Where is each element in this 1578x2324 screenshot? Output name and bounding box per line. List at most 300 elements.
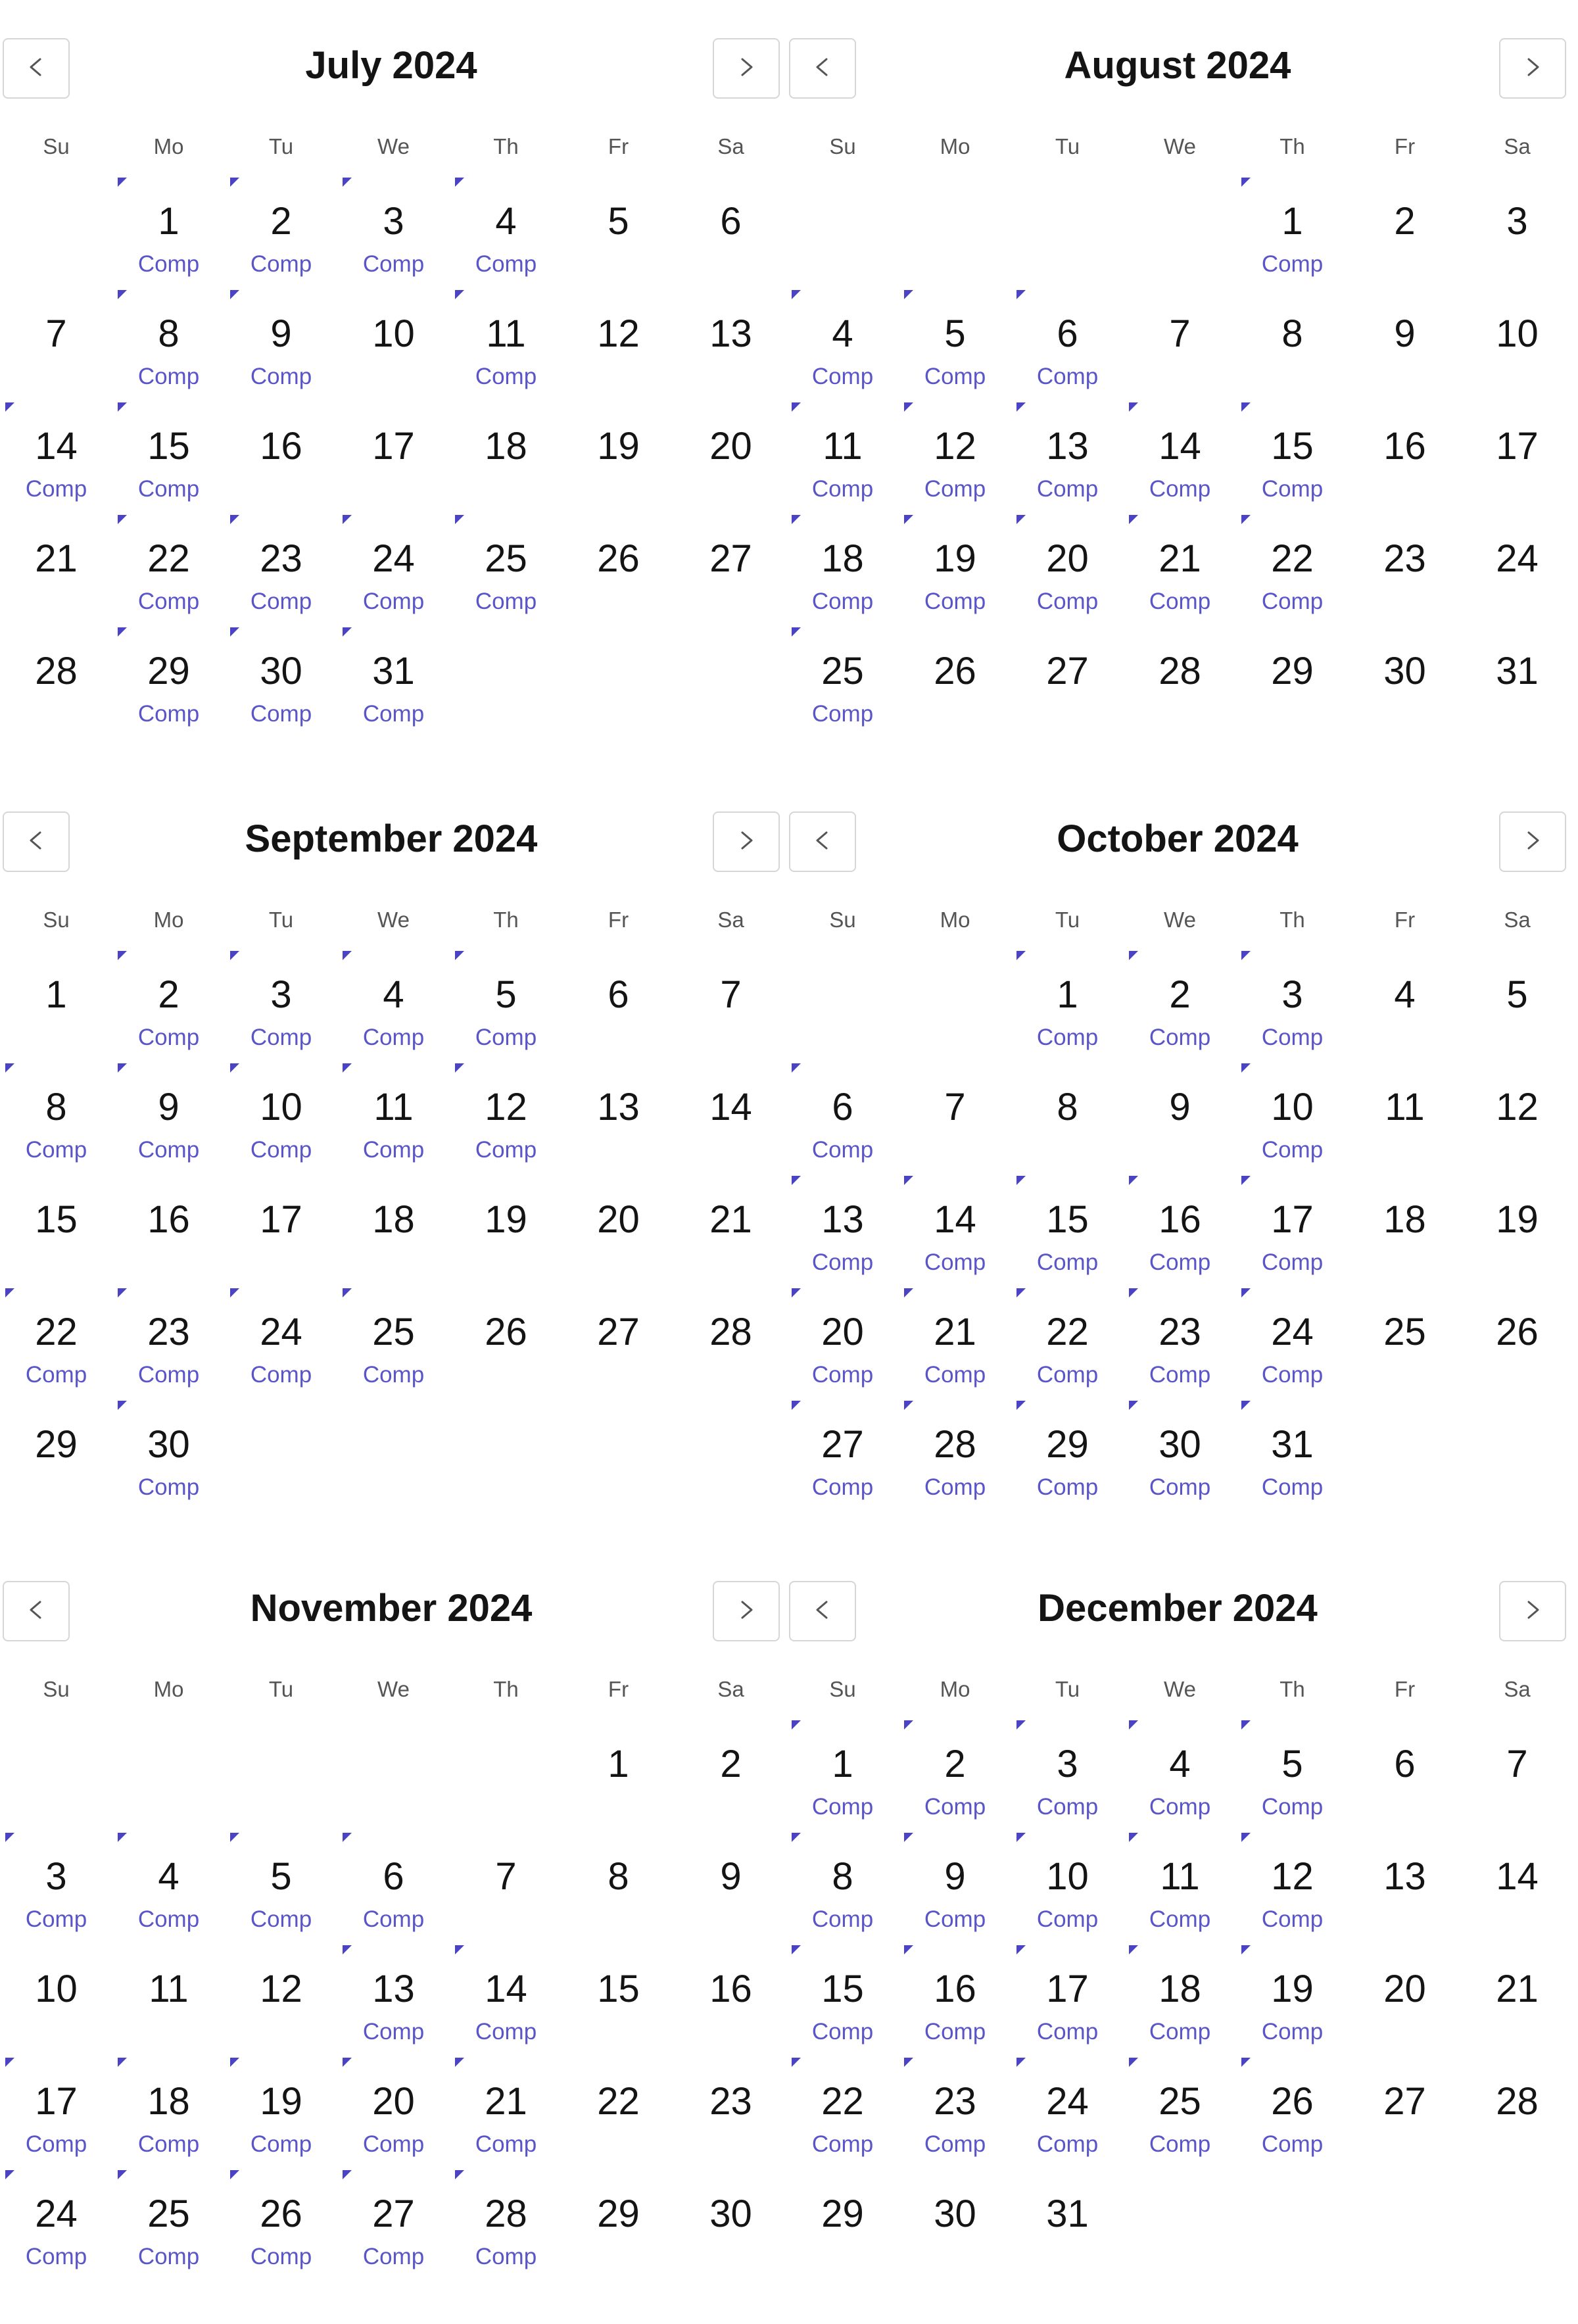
- day-cell[interactable]: [1236, 510, 1349, 621]
- day-cell[interactable]: [0, 622, 112, 734]
- day-cell[interactable]: [0, 1940, 112, 2052]
- day-cell[interactable]: [1461, 622, 1573, 734]
- day-number: 2: [158, 973, 179, 1016]
- next-month-button[interactable]: [713, 1581, 780, 1641]
- comp-marker-icon: [904, 1288, 913, 1297]
- prev-month-button[interactable]: [789, 1581, 856, 1641]
- day-cell[interactable]: [1236, 1283, 1349, 1395]
- day-cell[interactable]: [562, 1058, 675, 1170]
- day-cell[interactable]: [1349, 172, 1461, 284]
- day-number: 9: [1394, 312, 1416, 355]
- next-month-button[interactable]: [1499, 38, 1566, 99]
- day-cell[interactable]: [1236, 1715, 1349, 1827]
- comp-marker-icon: [1129, 1945, 1138, 1954]
- comp-label: Comp: [1149, 1362, 1211, 1388]
- day-cell[interactable]: [899, 1715, 1011, 1827]
- day-cell[interactable]: [450, 946, 562, 1057]
- day-cell[interactable]: [562, 1283, 675, 1395]
- day-cell[interactable]: [1011, 1395, 1124, 1507]
- day-cell[interactable]: [112, 397, 225, 509]
- day-cell[interactable]: [1236, 1058, 1349, 1170]
- weekday-header: Fr: [608, 134, 629, 158]
- day-cell[interactable]: [225, 1828, 337, 1939]
- day-cell[interactable]: [337, 622, 450, 734]
- day-cell[interactable]: [899, 1395, 1011, 1507]
- day-cell[interactable]: [675, 1715, 787, 1827]
- day-cell[interactable]: [1461, 510, 1573, 621]
- day-cell[interactable]: [225, 1283, 337, 1395]
- day-number: 24: [35, 2192, 78, 2235]
- day-cell[interactable]: [112, 1828, 225, 1939]
- day-number: 16: [1383, 425, 1426, 468]
- day-cell[interactable]: [675, 2052, 787, 2164]
- day-cell[interactable]: [899, 1940, 1011, 2052]
- comp-label: Comp: [137, 364, 200, 389]
- day-cell[interactable]: [562, 1171, 675, 1282]
- day-cell[interactable]: [1011, 1058, 1124, 1170]
- day-cell[interactable]: [675, 946, 787, 1057]
- day-number: 20: [597, 1198, 640, 1241]
- day-number: 22: [821, 2080, 864, 2123]
- day-number: 29: [35, 1423, 78, 1466]
- month-title: September 2024: [245, 817, 538, 860]
- day-number: 28: [485, 2192, 527, 2235]
- day-number: 10: [260, 1086, 302, 1128]
- day-cell[interactable]: [675, 1828, 787, 1939]
- day-cell[interactable]: [562, 510, 675, 621]
- day-number: 17: [260, 1198, 302, 1241]
- day-cell[interactable]: [675, 1171, 787, 1282]
- day-cell[interactable]: [450, 2052, 562, 2164]
- day-cell[interactable]: [899, 1828, 1011, 1939]
- day-cell[interactable]: [786, 622, 899, 734]
- day-cell[interactable]: [1461, 946, 1573, 1057]
- day-cell[interactable]: [1124, 1395, 1236, 1507]
- day-cell[interactable]: [225, 946, 337, 1057]
- day-cell[interactable]: [1236, 1828, 1349, 1939]
- comp-label: Comp: [1261, 1137, 1324, 1163]
- day-number: 19: [485, 1198, 527, 1241]
- next-month-button[interactable]: [713, 811, 780, 872]
- weekday-header: Th: [1279, 908, 1305, 932]
- day-cell[interactable]: [112, 946, 225, 1057]
- weekday-header: Su: [829, 908, 856, 932]
- day-cell[interactable]: [0, 285, 112, 397]
- day-cell[interactable]: [675, 1058, 787, 1170]
- day-number: 7: [1169, 312, 1191, 355]
- comp-label: Comp: [1261, 1249, 1324, 1275]
- day-cell[interactable]: [1124, 622, 1236, 734]
- day-number: 15: [1046, 1198, 1089, 1241]
- day-cell[interactable]: [1461, 172, 1573, 284]
- day-number: 13: [821, 1198, 864, 1241]
- day-cell[interactable]: [337, 1283, 450, 1395]
- comp-marker-icon: [1241, 1176, 1251, 1185]
- day-cell[interactable]: [112, 2165, 225, 2277]
- comp-marker-icon: [792, 1176, 801, 1185]
- weekday-header: Th: [493, 908, 519, 932]
- day-number: 9: [720, 1855, 742, 1898]
- weekday-header: Sa: [1504, 908, 1531, 932]
- day-cell[interactable]: [1124, 1940, 1236, 2052]
- day-cell[interactable]: [337, 1828, 450, 1939]
- day-cell[interactable]: [786, 1395, 899, 1507]
- day-cell[interactable]: [0, 2052, 112, 2164]
- weekday-header: Th: [1279, 134, 1305, 158]
- day-cell[interactable]: [1011, 622, 1124, 734]
- comp-label: Comp: [1261, 1025, 1324, 1050]
- day-cell[interactable]: [1011, 2052, 1124, 2164]
- day-cell[interactable]: [112, 285, 225, 397]
- day-cell[interactable]: [337, 172, 450, 284]
- day-cell[interactable]: [337, 510, 450, 621]
- day-number: 24: [260, 1311, 302, 1353]
- comp-marker-icon: [792, 402, 801, 412]
- comp-label: Comp: [1036, 1906, 1099, 1932]
- day-cell[interactable]: [1461, 285, 1573, 397]
- weekday-header: Tu: [1055, 1677, 1080, 1701]
- day-cell[interactable]: [1461, 1283, 1573, 1395]
- day-cell[interactable]: [0, 1283, 112, 1395]
- day-cell[interactable]: [675, 1940, 787, 2052]
- day-cell[interactable]: [225, 1940, 337, 2052]
- day-cell[interactable]: [675, 397, 787, 509]
- day-number: 14: [1159, 425, 1201, 468]
- day-number: 24: [1496, 537, 1539, 580]
- day-cell[interactable]: [450, 1283, 562, 1395]
- day-cell[interactable]: [1349, 1171, 1461, 1282]
- day-cell[interactable]: [562, 397, 675, 509]
- day-number: 11: [486, 312, 526, 355]
- comp-marker-icon: [792, 2058, 801, 2067]
- day-cell[interactable]: [225, 2052, 337, 2164]
- day-cell[interactable]: [450, 285, 562, 397]
- comp-label: Comp: [1261, 2019, 1324, 2045]
- day-cell[interactable]: [675, 285, 787, 397]
- day-cell[interactable]: [1124, 1283, 1236, 1395]
- day-cell[interactable]: [337, 397, 450, 509]
- day-cell[interactable]: [450, 1828, 562, 1939]
- day-cell[interactable]: [1011, 1940, 1124, 2052]
- day-cell[interactable]: [675, 510, 787, 621]
- comp-marker-icon: [792, 515, 801, 524]
- prev-month-button[interactable]: [3, 38, 70, 99]
- day-cell[interactable]: [562, 1715, 675, 1827]
- day-cell[interactable]: [1124, 285, 1236, 397]
- day-number: 6: [1394, 1743, 1416, 1785]
- day-cell[interactable]: [562, 2165, 675, 2277]
- day-number: 12: [1496, 1086, 1539, 1128]
- day-cell[interactable]: [1011, 2165, 1124, 2277]
- day-number: 13: [1383, 1855, 1426, 1898]
- day-cell[interactable]: [450, 397, 562, 509]
- month-calendar: [786, 773, 1569, 1543]
- day-cell[interactable]: [899, 1283, 1011, 1395]
- day-number: 3: [1057, 1743, 1078, 1785]
- day-number: 23: [1159, 1311, 1201, 1353]
- weekday-header: Tu: [268, 134, 294, 158]
- day-cell[interactable]: [1011, 946, 1124, 1057]
- day-number: 24: [1046, 2080, 1089, 2123]
- prev-month-button[interactable]: [789, 811, 856, 872]
- next-month-button[interactable]: [1499, 811, 1566, 872]
- day-cell[interactable]: [0, 1828, 112, 1939]
- day-cell[interactable]: [1349, 622, 1461, 734]
- day-cell[interactable]: [0, 397, 112, 509]
- day-cell[interactable]: [1124, 1058, 1236, 1170]
- prev-month-button[interactable]: [3, 811, 70, 872]
- day-cell[interactable]: [1236, 1395, 1349, 1507]
- day-cell[interactable]: [1011, 510, 1124, 621]
- comp-marker-icon: [230, 1063, 239, 1073]
- day-cell[interactable]: [0, 1395, 112, 1507]
- day-cell[interactable]: [112, 510, 225, 621]
- day-cell[interactable]: [0, 2165, 112, 2277]
- day-number: 3: [270, 973, 292, 1016]
- day-number: 30: [934, 2192, 976, 2235]
- day-cell[interactable]: [112, 2052, 225, 2164]
- day-cell[interactable]: [899, 285, 1011, 397]
- day-cell[interactable]: [786, 1715, 899, 1827]
- day-cell[interactable]: [786, 2165, 899, 2277]
- day-cell[interactable]: [1124, 510, 1236, 621]
- day-cell[interactable]: [1349, 1715, 1461, 1827]
- chevron-left-icon: [23, 54, 49, 84]
- day-number: 30: [1383, 650, 1426, 692]
- day-number: 30: [260, 650, 302, 692]
- day-cell[interactable]: [562, 946, 675, 1057]
- day-cell[interactable]: [1236, 397, 1349, 509]
- comp-marker-icon: [343, 515, 352, 524]
- day-cell[interactable]: [899, 1058, 1011, 1170]
- day-cell[interactable]: [1461, 1715, 1573, 1827]
- day-cell[interactable]: [337, 2165, 450, 2277]
- prev-month-button[interactable]: [789, 38, 856, 99]
- comp-marker-icon: [1241, 2058, 1251, 2067]
- weekday-header: Sa: [1504, 134, 1531, 158]
- comp-label: Comp: [362, 251, 425, 277]
- comp-label: Comp: [137, 1362, 200, 1388]
- day-cell[interactable]: [1349, 1058, 1461, 1170]
- weekday-header: Fr: [1394, 908, 1416, 932]
- day-cell[interactable]: [786, 1058, 899, 1170]
- day-cell[interactable]: [1461, 1828, 1573, 1939]
- day-cell[interactable]: [786, 1828, 899, 1939]
- day-cell[interactable]: [1011, 285, 1124, 397]
- day-cell[interactable]: [562, 285, 675, 397]
- day-cell[interactable]: [1236, 1940, 1349, 2052]
- day-cell[interactable]: [337, 1171, 450, 1282]
- day-cell[interactable]: [1461, 1171, 1573, 1282]
- day-cell[interactable]: [225, 2165, 337, 2277]
- day-cell[interactable]: [1011, 1171, 1124, 1282]
- day-cell[interactable]: [1349, 510, 1461, 621]
- day-number: 4: [832, 312, 853, 355]
- comp-marker-icon: [455, 1945, 464, 1954]
- day-cell[interactable]: [1124, 2052, 1236, 2164]
- day-cell[interactable]: [337, 946, 450, 1057]
- day-cell[interactable]: [225, 1171, 337, 1282]
- comp-marker-icon: [5, 1063, 14, 1073]
- weekday-header: Fr: [608, 1677, 629, 1701]
- day-number: 29: [1046, 1423, 1089, 1466]
- weekday-header: Fr: [1394, 1677, 1416, 1701]
- day-number: 11: [1160, 1855, 1200, 1898]
- day-cell[interactable]: [450, 1940, 562, 2052]
- day-cell[interactable]: [786, 510, 899, 621]
- day-cell[interactable]: [1349, 2052, 1461, 2164]
- day-cell[interactable]: [1124, 397, 1236, 509]
- day-cell[interactable]: [1124, 946, 1236, 1057]
- day-cell[interactable]: [225, 172, 337, 284]
- next-month-button[interactable]: [713, 38, 780, 99]
- day-cell[interactable]: [0, 1171, 112, 1282]
- comp-marker-icon: [118, 1288, 127, 1297]
- day-cell[interactable]: [1461, 397, 1573, 509]
- day-cell[interactable]: [450, 510, 562, 621]
- day-number: 3: [45, 1855, 67, 1898]
- day-cell[interactable]: [562, 1828, 675, 1939]
- day-number: 25: [147, 2192, 190, 2235]
- comp-label: Comp: [137, 1025, 200, 1050]
- day-cell[interactable]: [112, 1395, 225, 1507]
- day-cell[interactable]: [112, 1058, 225, 1170]
- day-cell[interactable]: [1461, 1058, 1573, 1170]
- day-cell[interactable]: [225, 510, 337, 621]
- day-cell[interactable]: [1349, 1940, 1461, 2052]
- comp-marker-icon: [230, 290, 239, 299]
- day-number: 27: [1383, 2080, 1426, 2123]
- day-cell[interactable]: [1236, 172, 1349, 284]
- day-cell[interactable]: [1349, 1283, 1461, 1395]
- day-number: 2: [270, 200, 292, 243]
- day-number: 2: [944, 1743, 966, 1785]
- day-cell[interactable]: [225, 622, 337, 734]
- day-cell[interactable]: [1124, 1171, 1236, 1282]
- day-cell[interactable]: [337, 1058, 450, 1170]
- day-cell[interactable]: [1124, 1828, 1236, 1939]
- day-cell[interactable]: [337, 285, 450, 397]
- day-number: 16: [934, 1968, 976, 2010]
- comp-label: Comp: [1149, 1906, 1211, 1932]
- day-cell[interactable]: [1461, 2052, 1573, 2164]
- day-cell[interactable]: [1124, 1715, 1236, 1827]
- day-cell[interactable]: [899, 622, 1011, 734]
- day-cell[interactable]: [112, 1171, 225, 1282]
- day-number: 29: [1271, 650, 1314, 692]
- comp-marker-icon: [1241, 402, 1251, 412]
- comp-label: Comp: [1261, 1362, 1324, 1388]
- day-number: 29: [597, 2192, 640, 2235]
- day-cell[interactable]: [1349, 946, 1461, 1057]
- day-cell[interactable]: [1349, 285, 1461, 397]
- day-number: 1: [1057, 973, 1078, 1016]
- day-number: 21: [709, 1198, 752, 1241]
- day-number: 20: [372, 2080, 415, 2123]
- day-cell[interactable]: [1011, 1828, 1124, 1939]
- day-number: 9: [270, 312, 292, 355]
- day-number: 28: [934, 1423, 976, 1466]
- prev-month-button[interactable]: [3, 1581, 70, 1641]
- day-cell[interactable]: [112, 622, 225, 734]
- day-number: 13: [372, 1968, 415, 2010]
- day-cell[interactable]: [562, 172, 675, 284]
- day-cell[interactable]: [225, 397, 337, 509]
- day-cell[interactable]: [1236, 1171, 1349, 1282]
- day-cell[interactable]: [786, 285, 899, 397]
- day-number: 15: [597, 1968, 640, 2010]
- day-cell[interactable]: [1349, 1828, 1461, 1939]
- day-cell[interactable]: [786, 2052, 899, 2164]
- day-cell[interactable]: [225, 1058, 337, 1170]
- comp-label: Comp: [924, 1249, 986, 1275]
- day-cell[interactable]: [112, 1940, 225, 2052]
- day-cell[interactable]: [337, 2052, 450, 2164]
- day-cell[interactable]: [225, 285, 337, 397]
- weekday-header: Sa: [717, 908, 744, 932]
- day-cell[interactable]: [0, 946, 112, 1057]
- comp-marker-icon: [343, 2058, 352, 2067]
- day-cell[interactable]: [899, 2165, 1011, 2277]
- day-cell[interactable]: [899, 397, 1011, 509]
- day-cell[interactable]: [1461, 1940, 1573, 2052]
- comp-label: Comp: [811, 1137, 874, 1163]
- day-cell[interactable]: [562, 2052, 675, 2164]
- day-cell[interactable]: [0, 1058, 112, 1170]
- day-number: 5: [495, 973, 517, 1016]
- day-cell[interactable]: [112, 172, 225, 284]
- day-cell[interactable]: [675, 1283, 787, 1395]
- day-cell[interactable]: [450, 1058, 562, 1170]
- comp-label: Comp: [811, 701, 874, 727]
- day-cell[interactable]: [899, 2052, 1011, 2164]
- day-cell[interactable]: [450, 172, 562, 284]
- day-cell[interactable]: [675, 2165, 787, 2277]
- day-cell[interactable]: [1236, 2052, 1349, 2164]
- day-cell[interactable]: [337, 1940, 450, 2052]
- day-cell[interactable]: [786, 1940, 899, 2052]
- day-cell[interactable]: [562, 1940, 675, 2052]
- comp-label: Comp: [475, 589, 537, 614]
- weekday-header: Su: [829, 134, 856, 158]
- day-cell[interactable]: [1011, 1283, 1124, 1395]
- comp-label: Comp: [137, 2244, 200, 2269]
- day-cell[interactable]: [0, 510, 112, 621]
- day-cell[interactable]: [675, 172, 787, 284]
- day-cell[interactable]: [786, 397, 899, 509]
- next-month-button[interactable]: [1499, 1581, 1566, 1641]
- day-cell[interactable]: [450, 2165, 562, 2277]
- day-cell[interactable]: [899, 1171, 1011, 1282]
- day-cell[interactable]: [1349, 397, 1461, 509]
- day-cell[interactable]: [1011, 1715, 1124, 1827]
- day-cell[interactable]: [786, 1283, 899, 1395]
- day-cell[interactable]: [899, 510, 1011, 621]
- day-cell[interactable]: [1236, 946, 1349, 1057]
- day-cell[interactable]: [1236, 622, 1349, 734]
- comp-label: Comp: [475, 364, 537, 389]
- day-cell[interactable]: [786, 1171, 899, 1282]
- day-cell[interactable]: [1236, 285, 1349, 397]
- day-cell[interactable]: [1011, 397, 1124, 509]
- day-cell[interactable]: [450, 1171, 562, 1282]
- day-number: 26: [934, 650, 976, 692]
- day-number: 15: [1271, 425, 1314, 468]
- day-cell[interactable]: [112, 1283, 225, 1395]
- day-number: 7: [944, 1086, 966, 1128]
- month-calendar: [786, 1543, 1569, 2312]
- weekday-header: Tu: [268, 1677, 294, 1701]
